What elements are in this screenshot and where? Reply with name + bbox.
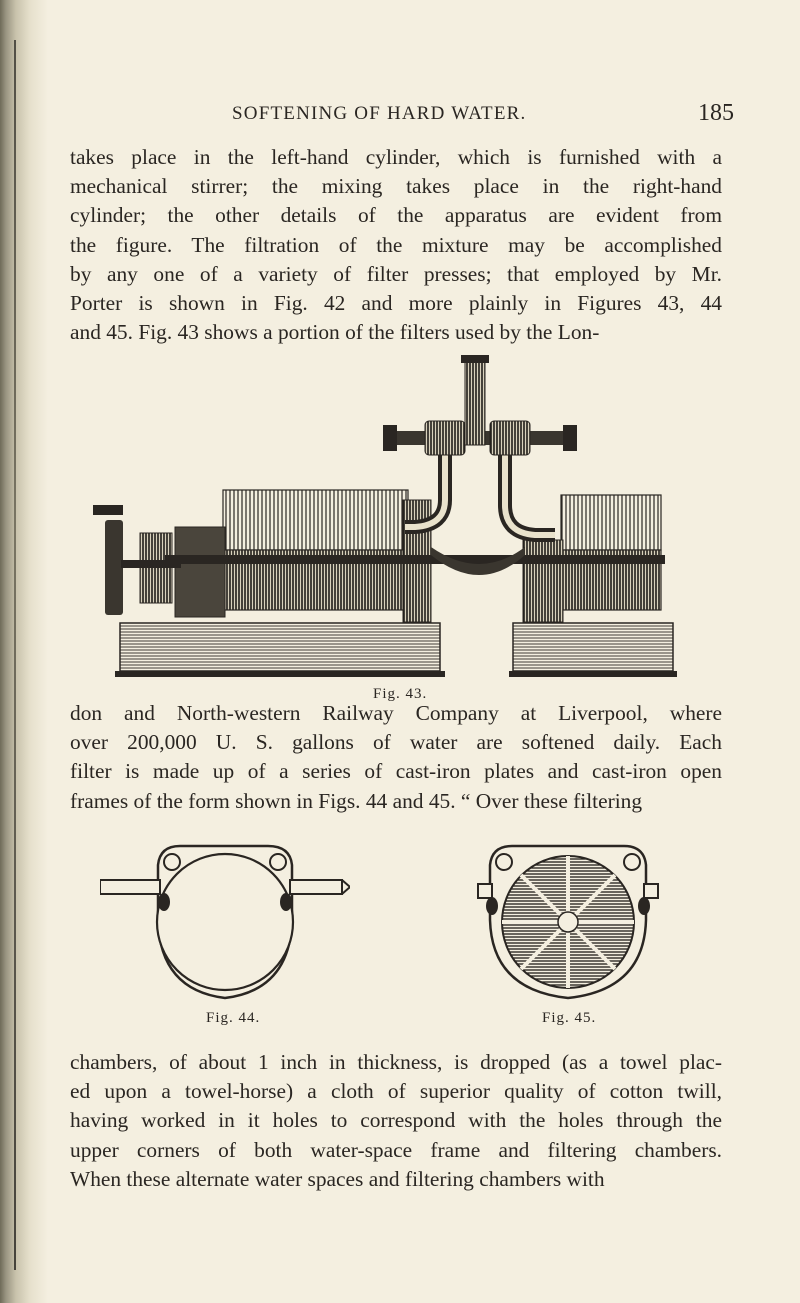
- figure-45-ribbed-plate: [468, 840, 668, 1000]
- text-line: Porter is shown in Fig. 42 and more plainly in Figures 43, 44: [70, 291, 722, 316]
- figure-44-open-frame: [100, 840, 350, 1000]
- text-line: ed upon a towel-horse) a cloth of superior quality of cotton twill,: [70, 1079, 722, 1104]
- text-line: chambers, of about 1 inch in thickness, is dropped (as a towel plac-: [70, 1050, 722, 1074]
- text-line: don and North-western Railway Company at Liverpool, where: [70, 701, 722, 725]
- paragraph-3: [70, 1048, 722, 1194]
- figure-44-caption: Fig. 44.: [206, 1010, 261, 1026]
- binding-edge: [14, 40, 16, 1270]
- running-head: [70, 100, 734, 133]
- paragraph-1: [70, 143, 722, 347]
- page-number: 185: [698, 100, 734, 126]
- text-line: the figure. The filtration of the mixture may be accomplished: [70, 232, 722, 257]
- running-title: SOFTENING OF HARD WATER.: [232, 103, 527, 124]
- figure-43-filter-press: [85, 355, 685, 685]
- page-gutter-shadow: [0, 0, 48, 1303]
- text-line: cylinder; the other details of the apparatus are evident from: [70, 203, 722, 228]
- text-line: and 45. Fig. 43 shows a portion of the filters used by the Lon-: [70, 320, 600, 345]
- text-line: over 200,000 U. S. gallons of water are softened daily. Each: [70, 730, 722, 755]
- filter-press-illustration: [85, 355, 685, 685]
- text-line: mechanical stirrer; the mixing takes place in the right-hand: [70, 174, 722, 199]
- text-line: takes place in the left-hand cylinder, which is furnished with a: [70, 145, 722, 169]
- ribbed-plate-illustration: [468, 840, 668, 1000]
- text-line: having worked in it holes to correspond with the holes through the: [70, 1108, 722, 1133]
- open-frame-illustration: [100, 840, 350, 1000]
- figure-43-caption: Fig. 43.: [373, 686, 428, 702]
- text-line: frames of the form shown in Figs. 44 and 45. “ Over these filtering: [70, 788, 643, 813]
- text-line: upper corners of both water-space frame and filtering chambers.: [70, 1137, 722, 1162]
- text-line: filter is made up of a series of cast-iron plates and cast-iron open: [70, 759, 722, 784]
- text-line: by any one of a variety of filter presses; that employed by Mr.: [70, 261, 722, 286]
- figure-45-caption: Fig. 45.: [542, 1010, 597, 1026]
- text-line: When these alternate water spaces and filtering chambers with: [70, 1166, 605, 1191]
- paragraph-2: [70, 699, 722, 816]
